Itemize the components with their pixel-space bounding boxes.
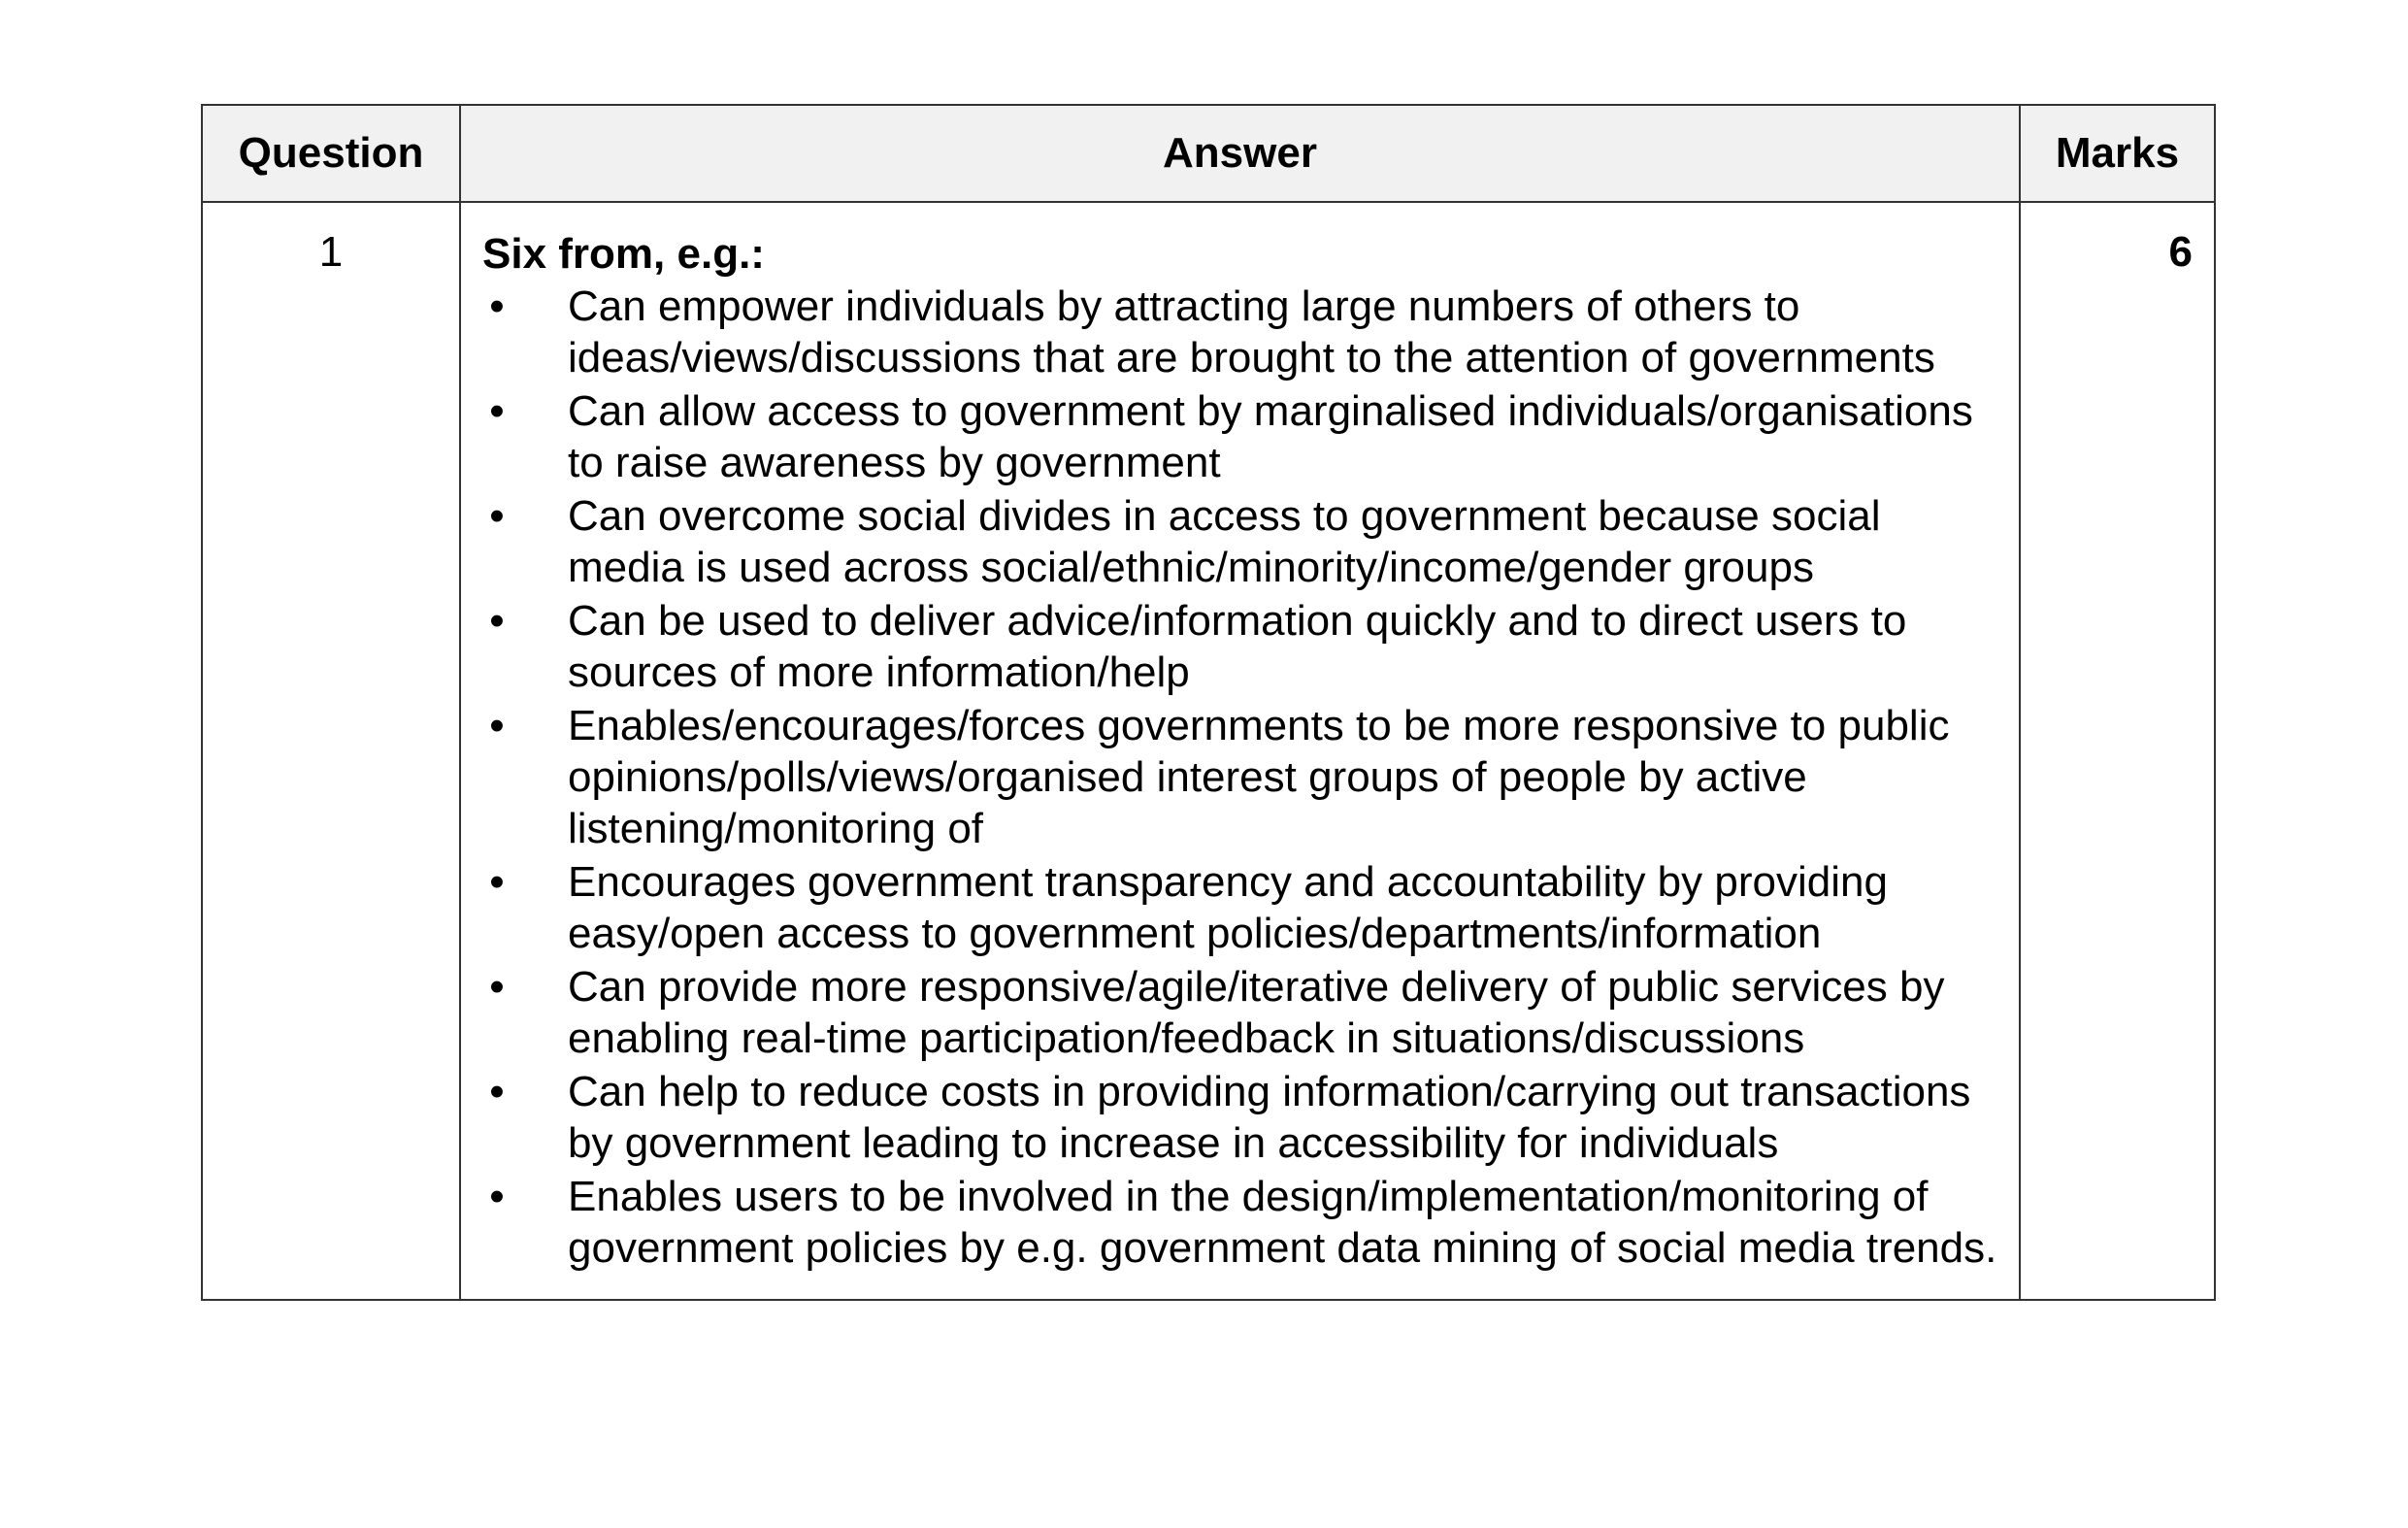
answer-lead: Six from, e.g.: (482, 230, 765, 278)
marks-column-header: Marks (2020, 105, 2215, 202)
answer-point-text: Can overcome social divides in access to government because social media is used across social/ethnic/minority/income/gender groups (568, 492, 1881, 591)
answer-cell (460, 202, 2020, 1300)
answer-point (482, 385, 2001, 488)
header-row (202, 105, 2215, 202)
answer-point-text: Can provide more responsive/agile/iterative delivery of public services by enabling real-time participation/feedback in situations/discussions (568, 963, 1945, 1062)
bullet-icon: • (489, 492, 505, 540)
table-body (202, 202, 2215, 1300)
answer-point-text: Can empower individuals by attracting large numbers of others to ideas/views/discussions that are brought to the attention of governments (568, 282, 1935, 382)
answer-point-list (482, 281, 2001, 1274)
answer-point (482, 961, 2001, 1064)
answer-point (482, 490, 2001, 593)
bullet-icon: • (489, 387, 505, 435)
answer-point (482, 856, 2001, 959)
answer-point (482, 700, 2001, 854)
answer-point (482, 1171, 2001, 1274)
answer-point (482, 1066, 2001, 1169)
table-row (202, 202, 2215, 1300)
marks-value: 6 (2020, 202, 2215, 1300)
bullet-icon: • (489, 702, 505, 749)
answer-point-text: Can help to reduce costs in providing information/carrying out transactions by government leading to increase in accessibility for individuals (568, 1068, 1971, 1167)
answer-point-text: Can be used to deliver advice/information quickly and to direct users to sources of more information/help (568, 597, 1907, 696)
bullet-icon: • (489, 858, 505, 906)
question-number: 1 (202, 202, 460, 1300)
bullet-icon: • (489, 1068, 505, 1115)
bullet-icon: • (489, 963, 505, 1011)
answer-point-text: Enables users to be involved in the design/implementation/monitoring of government policies by e.g. government data mining of social media trends. (568, 1173, 1997, 1272)
bullet-icon: • (489, 1173, 505, 1220)
answer-point-text: Enables/encourages/forces governments to be more responsive to public opinions/polls/views/organised interest groups of people by active listening/monitoring of (568, 702, 1950, 852)
question-column-header: Question (202, 105, 460, 202)
answer-point-text: Can allow access to government by marginalised individuals/organisations to raise awareness by government (568, 387, 1973, 486)
answer-column-header: Answer (460, 105, 2020, 202)
bullet-icon: • (489, 282, 505, 330)
answer-point (482, 281, 2001, 383)
bullet-icon: • (489, 597, 505, 645)
mark-scheme-table (201, 104, 2216, 1301)
answer-point-text: Encourages government transparency and accountability by providing easy/open access to government policies/departments/information (568, 858, 1888, 957)
answer-point (482, 595, 2001, 698)
table-header (202, 105, 2215, 202)
